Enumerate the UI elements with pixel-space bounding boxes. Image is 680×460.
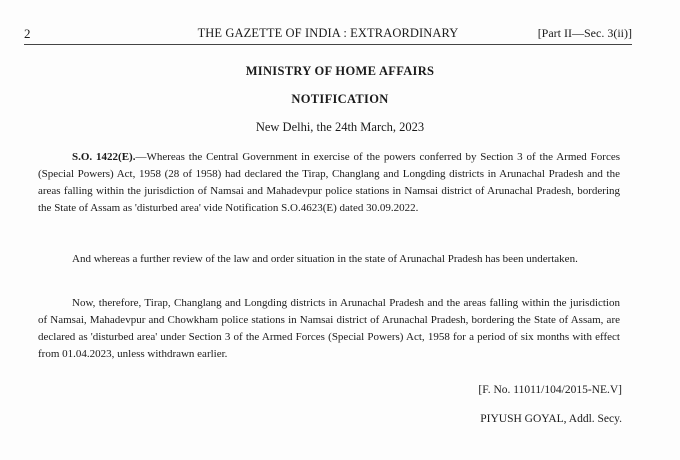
paragraph-3 [38,295,620,363]
page-number: 2 [24,26,31,41]
ministry-heading: MINISTRY OF HOME AFFAIRS [245,64,435,78]
signature-line: PIYUSH GOYAL, Addl. Secy. [480,413,622,425]
header-divider [24,44,632,45]
gazette-title: THE GAZETTE OF INDIA : EXTRAORDINARY [197,26,459,40]
file-number: [F. No. 11011/104/2015-NE.V] [478,384,622,396]
gazette-header [24,26,632,46]
notification-heading: NOTIFICATION [291,92,389,106]
paragraph-1-text: —Whereas the Central Government in exercise of the powers conferred by Section 3 of the Armed Forces (Special Powers) Act, 1958 (28 of 1958) had declared the Tirap, Changlang and Longding districts in Arunachal Pradesh and the areas falling within the jurisdiction of Namsai and Mahadevpur police stations in Namsai district of Arunachal Pradesh, bordering the State of Assam as 'disturbed area' vide Notification S.O.4623(E) dated 30.09.2022. [38,151,620,214]
paragraph-2-text: And whereas a further review of the law and order situation in the state of Arunachal Pradesh has been undertaken. [72,253,578,265]
paragraph-1 [38,149,620,217]
paragraph-2 [38,251,620,268]
dateline: New Delhi, the 24th March, 2023 [255,120,425,134]
paragraph-3-text: Now, therefore, Tirap, Changlang and Longding districts in Arunachal Pradesh and the areas falling within the jurisdiction of Namsai, Mahadevpur and Chowkham police stations in Namsai district of Arunachal Pradesh, bordering the State of Assam, are declared as 'disturbed area' under Section 3 of the Armed Forces (Special Powers) Act, 1958 for a period of six months with effect from 01.04.2023, unless withdrawn earlier. [38,297,620,360]
so-number: S.O. 1422(E). [72,151,136,163]
part-reference: [Part II—Sec. 3(ii)] [537,26,632,40]
